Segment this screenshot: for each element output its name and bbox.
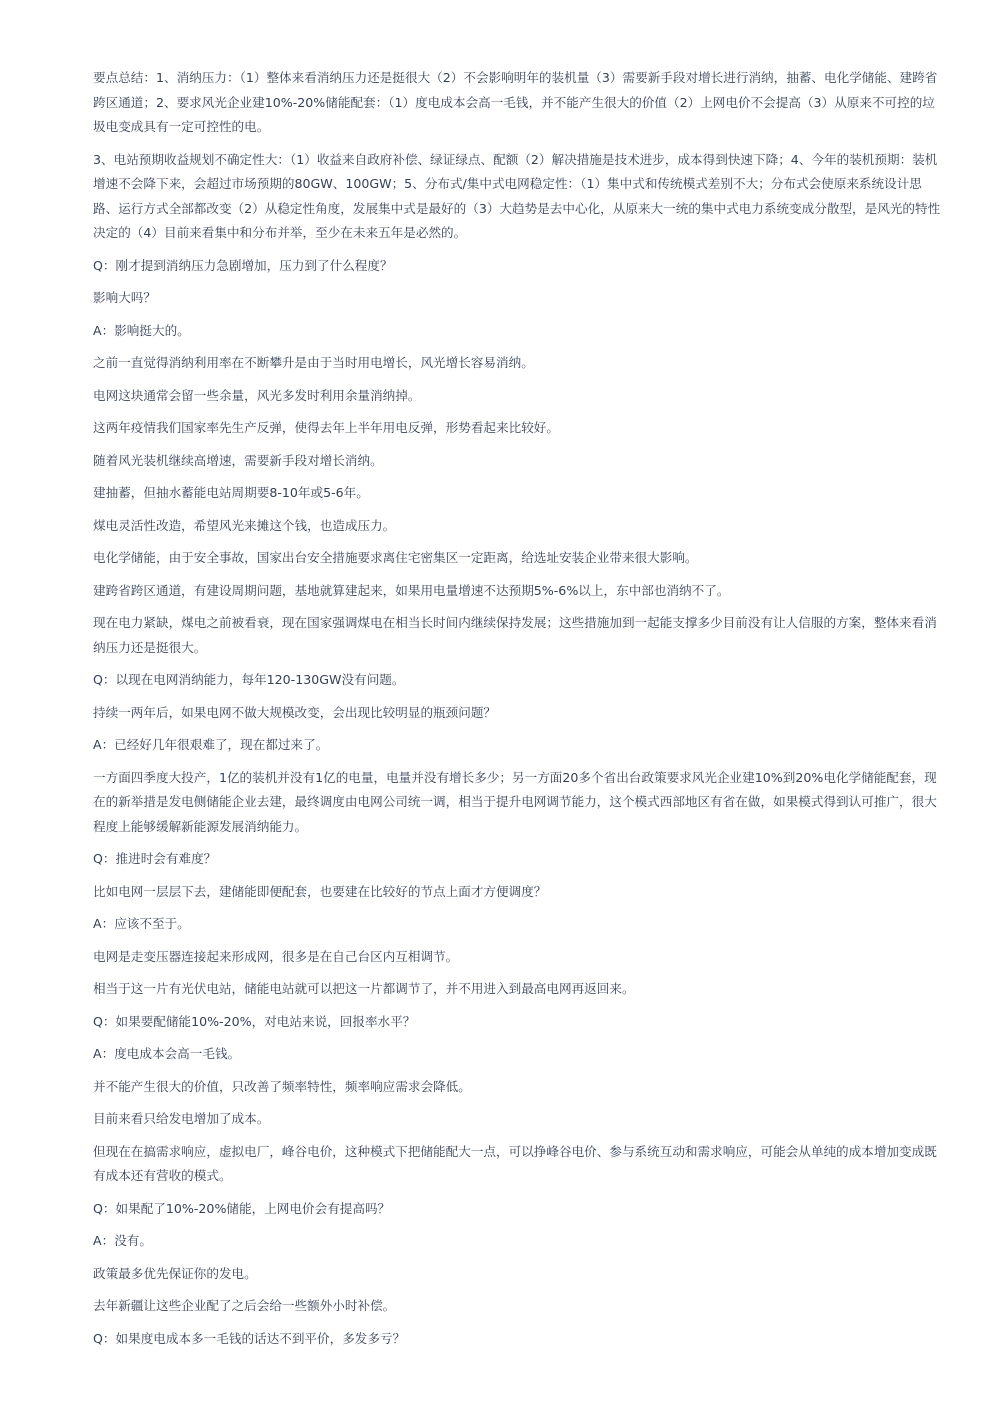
answer-paragraph: A：已经好几年很艰难了，现在都过来了。 [93, 737, 329, 752]
answer-paragraph: A：没有。 [93, 1233, 152, 1248]
answer-paragraph: 建跨省跨区通道，有建设周期问题，基地就算建起来，如果用电量增速不达预期5%-6%以上，东中部也消纳不了。 [93, 582, 730, 598]
question-paragraph: Q：推进时会有难度？ [93, 851, 217, 866]
answer-paragraph: 这两年疫情我们国家率先生产反弹，使得去年上半年用电反弹，形势看起来比较好。 [93, 420, 559, 435]
document-body [93, 66, 943, 1359]
answer-paragraph: 现在电力紧缺，煤电之前被看衰，现在国家强调煤电在相当长时间内继续保持发展；这些措施加到一起能支撑多少目前没有让人信服的方案，整体来看消纳压力还是挺很大。 [93, 615, 937, 655]
answer-paragraph: 但现在在搞需求响应，虚拟电厂，峰谷电价，这种模式下把储能配大一点，可以挣峰谷电价、参与系统互动和需求响应，可能会从单纯的成本增加变成既有成本还有营收的模式。 [93, 1143, 937, 1183]
question-paragraph: 比如电网一层层下去，建储能即便配套，也要建在比较好的节点上面才方便调度？ [93, 883, 547, 899]
answer-paragraph: 去年新疆让这些企业配了之后会给一些额外小时补偿。 [93, 1298, 396, 1313]
answer-paragraph: 之前一直觉得消纳利用率在不断攀升是由于当时用电增长，风光增长容易消纳。 [93, 355, 534, 370]
question-paragraph: 影响大吗？ [93, 290, 156, 305]
summary-paragraph: 要点总结：1、消纳压力：（1）整体来看消纳压力还是挺很大（2）不会影响明年的装机量（3）需要新手段对增长进行消纳，抽蓄、电化学储能、建跨省跨区通道；2、要求风光企业建10%-20%储能配套：（1）度电成本会高一毛钱，并不能产生很大的价值（2）上网电价不会提高（3）从原来不可控的垃圾电变成具有一定可控性的电。 [93, 70, 938, 134]
answer-paragraph: 建抽蓄，但抽水蓄能电站周期要8-10年或5-6年。 [93, 485, 369, 500]
answer-paragraph: 政策最多优先保证你的发电。 [93, 1265, 257, 1281]
answer-paragraph: A：应该不至于。 [93, 916, 190, 931]
question-paragraph: Q：以现在电网消纳能力，每年120-130GW没有问题。 [93, 672, 405, 687]
answer-paragraph: A：影响挺大的。 [93, 322, 190, 338]
question-paragraph: Q：如果配了10%-20%储能，上网电价会有提高吗？ [93, 1200, 391, 1216]
answer-paragraph: 一方面四季度大投产，1亿的装机并没有1亿的电量，电量并没有增长多少；另一方面20多个省出台政策要求风光企业建10%到20%电化学储能配套，现在的新举措是发电侧储能企业去建，最终调度由电网公司统一调，相当于提升电网调节能力，这个模式西部地区有省在做，如果模式得到认可推广，很大程度上能够缓解新能源发展消纳能力。 [93, 769, 937, 834]
answer-paragraph: 电网是走变压器连接起来形成网，很多是在自己台区内互相调节。 [93, 948, 459, 964]
answer-paragraph: 电化学储能，由于安全事故，国家出台安全措施要求离住宅密集区一定距离，给选址安装企业带来很大影响。 [93, 550, 698, 565]
answer-paragraph: 电网这块通常会留一些余量，风光多发时利用余量消纳掉。 [93, 387, 421, 403]
answer-paragraph: 目前来看只给发电增加了成本。 [93, 1111, 270, 1126]
question-paragraph: Q：刚才提到消纳压力急剧增加，压力到了什么程度？ [93, 257, 393, 273]
summary-paragraph-continued: 3、电站预期收益规划不确定性大：（1）收益来自政府补偿、绿证绿点、配额（2）解决措施是技术进步，成本得到快速下降；4、今年的装机预期：装机增速不会降下来，会超过市场预期的80GW、100GW；5、分布式/集中式电网稳定性：（1）集中式和传统模式差别不大；分布式会使原来系统设计思路、运行方式全部都改变（2）从稳定性角度，发展集中式是最好的（3）大趋势是去中心化，从原来大一统的集中式电力系统变成分散型，是风光的特性决定的（4）目前来看集中和分布并举，至少在未来五年是必然的。 [93, 151, 941, 240]
answer-paragraph: 相当于这一片有光伏电站，储能电站就可以把这一片都调节了，并不用进入到最高电网再返回来。 [93, 981, 635, 996]
answer-paragraph: A：度电成本会高一毛钱。 [93, 1046, 241, 1061]
answer-paragraph: 随着风光装机继续高增速，需要新手段对增长消纳。 [93, 452, 383, 468]
question-paragraph: Q：如果要配储能10%-20%，对电站来说，回报率水平？ [93, 1013, 416, 1029]
answer-paragraph: 煤电灵活性改造，希望风光来摊这个钱，也造成压力。 [93, 517, 396, 533]
answer-paragraph: 并不能产生很大的价值，只改善了频率特性，频率响应需求会降低。 [93, 1078, 471, 1094]
question-paragraph: Q：如果度电成本多一毛钱的话达不到平价，多发多亏？ [93, 1330, 406, 1346]
question-paragraph: 持续一两年后，如果电网不做大规模改变，会出现比较明显的瓶颈问题？ [93, 704, 496, 720]
